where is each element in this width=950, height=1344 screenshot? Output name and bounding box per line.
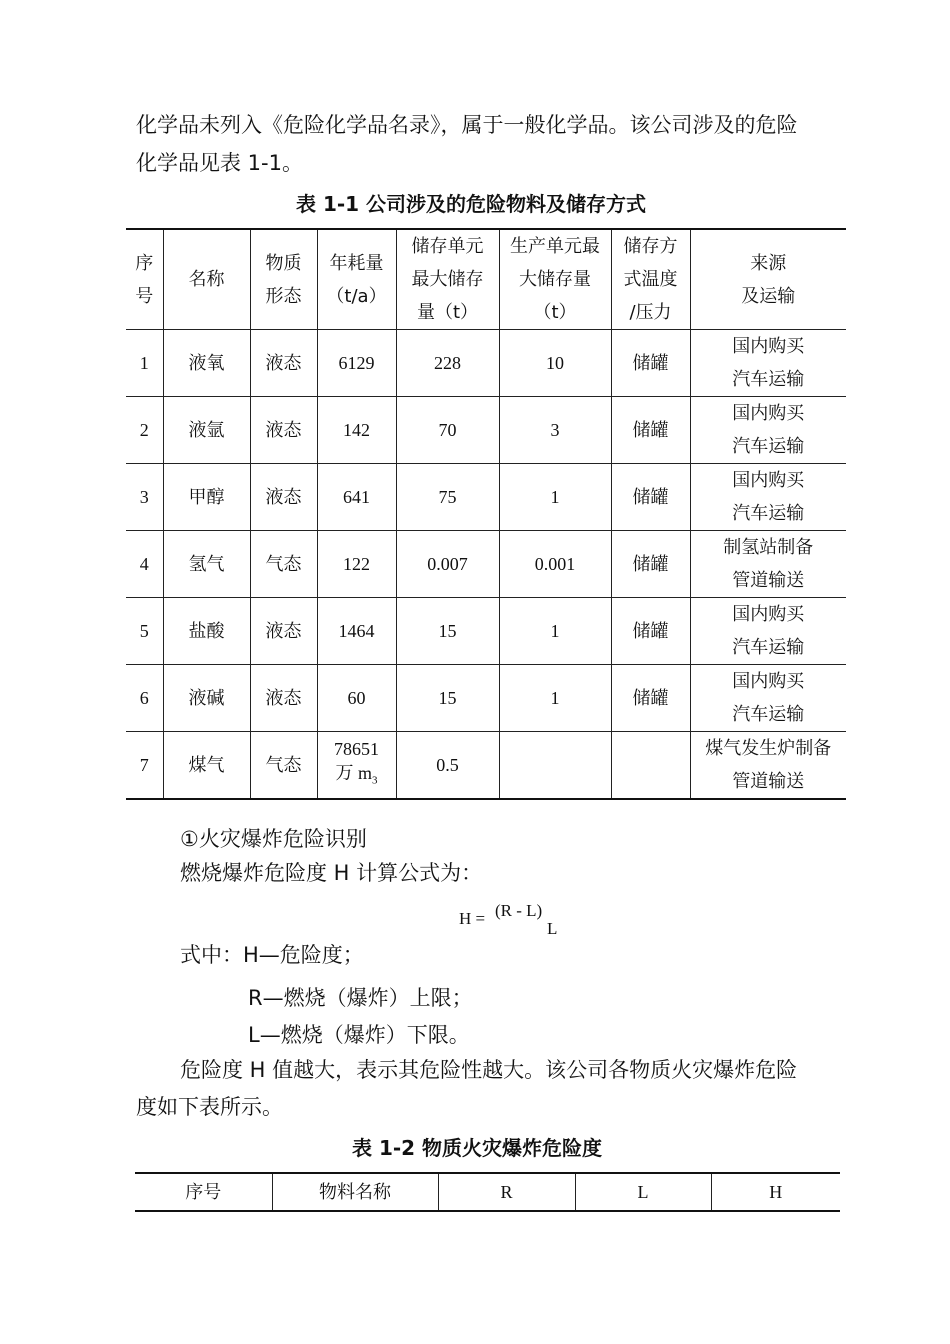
header-source-line: 来源 (750, 252, 787, 274)
cell-storage-max: 228 (396, 330, 499, 397)
cell-storage-max: 70 (396, 397, 499, 464)
cell-source (690, 598, 846, 665)
header-form-line: 形态 (265, 285, 302, 307)
table-row (126, 732, 846, 800)
table1-caption: 表 1-1 公司涉及的危险物料及储存方式 (296, 192, 647, 216)
cell-source (690, 464, 846, 531)
source-line: 国内购买 (732, 604, 805, 625)
cell-prod-max (499, 732, 611, 800)
formula-lhs: H = (459, 909, 486, 928)
cell-no: 3 (126, 464, 163, 531)
header-r: R (438, 1173, 575, 1211)
header-name (163, 229, 250, 330)
header-method-line: 储存方 (623, 236, 678, 257)
header-no-line: 序 (135, 252, 154, 274)
where-line: 式中：H—危险度； (180, 943, 364, 967)
source-line: 汽车运输 (732, 369, 805, 390)
cell-storage-max: 0.007 (396, 531, 499, 598)
intro-line-2: 化学品见表 1-1。 (136, 151, 303, 175)
cell-method: 储罐 (611, 330, 690, 397)
table-row (126, 665, 846, 732)
cell-annual: 142 (317, 397, 396, 464)
cell-no: 5 (126, 598, 163, 665)
source-line: 管道输送 (732, 771, 805, 792)
cell-no: 6 (126, 665, 163, 732)
cell-prod-max: 3 (499, 397, 611, 464)
table-row (126, 330, 846, 397)
cell-source (690, 665, 846, 732)
header-storage-max-line: 最大储存 (411, 269, 484, 290)
source-line: 制氢站制备 (723, 537, 814, 558)
header-no-line: 号 (135, 285, 154, 307)
header-form (250, 229, 317, 330)
cell-source (690, 397, 846, 464)
header-prod-max-line: 大储存量 (519, 269, 591, 290)
source-line: 国内购买 (732, 336, 805, 357)
source-line: 管道输送 (732, 570, 805, 591)
cell-annual: 60 (317, 665, 396, 732)
cell-method (611, 732, 690, 800)
section-heading: ①火灾爆炸危险识别 (180, 827, 367, 851)
hazardous-materials-table (126, 228, 846, 800)
cell-form: 液态 (250, 598, 317, 665)
source-line: 国内购买 (732, 470, 805, 491)
header-method-line: /压力 (629, 302, 672, 323)
cell-annual (317, 732, 396, 800)
table-row (126, 531, 846, 598)
para-line-2: 度如下表所示。 (136, 1095, 283, 1119)
source-line: 煤气发生炉制备 (705, 738, 832, 759)
annual-unit (318, 761, 396, 793)
cell-form: 液态 (250, 665, 317, 732)
cell-name: 煤气 (163, 732, 250, 800)
source-line: 汽车运输 (732, 637, 805, 658)
cell-annual: 1464 (317, 598, 396, 665)
source-line: 汽车运输 (732, 503, 805, 524)
cell-name: 液氩 (163, 397, 250, 464)
header-prod-max-line: （t） (533, 302, 577, 323)
source-line: 国内购买 (732, 403, 805, 424)
header-h: H (711, 1173, 840, 1211)
cell-prod-max: 0.001 (499, 531, 611, 598)
cell-prod-max: 1 (499, 598, 611, 665)
header-storage-max (396, 229, 499, 330)
cell-source (690, 330, 846, 397)
header-annual-line: 年耗量 (329, 252, 384, 274)
header-no: 序号 (135, 1173, 272, 1211)
table-row (126, 464, 846, 531)
cell-prod-max: 1 (499, 464, 611, 531)
cell-form: 液态 (250, 397, 317, 464)
cell-prod-max: 1 (499, 665, 611, 732)
cell-form: 气态 (250, 531, 317, 598)
def-r: R—燃烧（爆炸）上限； (248, 986, 473, 1010)
cell-source (690, 531, 846, 598)
table2-caption: 表 1-2 物质火灾爆炸危险度 (352, 1136, 603, 1160)
cell-prod-max: 10 (499, 330, 611, 397)
formula-denominator: L (547, 919, 558, 938)
cell-name: 氢气 (163, 531, 250, 598)
cell-method: 储罐 (611, 665, 690, 732)
header-method-line: 式温度 (623, 269, 678, 290)
header-source-line: 及运输 (741, 285, 796, 307)
cell-source (690, 732, 846, 800)
header-storage-max-line: 储存单元 (411, 236, 484, 257)
cell-no: 1 (126, 330, 163, 397)
cell-storage-max: 15 (396, 665, 499, 732)
header-l: L (575, 1173, 711, 1211)
cell-name: 液氧 (163, 330, 250, 397)
cell-name: 液碱 (163, 665, 250, 732)
annual-unit-subscript: 3 (372, 774, 378, 787)
cell-annual: 6129 (317, 330, 396, 397)
header-name-line: 名称 (188, 269, 225, 290)
cell-form: 液态 (250, 464, 317, 531)
table-row (126, 598, 846, 665)
cell-annual: 122 (317, 531, 396, 598)
def-l: L—燃烧（爆炸）下限。 (248, 1023, 470, 1047)
table-row (126, 397, 846, 464)
cell-no: 7 (126, 732, 163, 800)
cell-form: 液态 (250, 330, 317, 397)
para-line-1: 危险度 H 值越大，表示其危险性越大。该公司各物质火灾爆炸危险 (180, 1058, 798, 1082)
formula-numerator: (R - L) (495, 901, 543, 920)
source-line: 国内购买 (732, 671, 805, 692)
header-annual (317, 229, 396, 330)
cell-method: 储罐 (611, 531, 690, 598)
annual-unit-text: 万 m (335, 763, 372, 784)
header-method (611, 229, 690, 330)
cell-name: 甲醇 (163, 464, 250, 531)
source-line: 汽车运输 (732, 436, 805, 457)
header-material-name: 物料名称 (272, 1173, 438, 1211)
table2-header-row (135, 1173, 840, 1211)
formula-intro: 燃烧爆炸危险度 H 计算公式为： (180, 861, 483, 885)
header-prod-max-line: 生产单元最 (510, 236, 600, 257)
header-no (126, 229, 163, 330)
fire-explosion-hazard-table (135, 1172, 840, 1212)
header-prod-max (499, 229, 611, 330)
header-form-line: 物质 (265, 252, 302, 274)
header-storage-max-line: 量（t） (416, 302, 479, 323)
cell-name: 盐酸 (163, 598, 250, 665)
cell-method: 储罐 (611, 598, 690, 665)
cell-annual: 641 (317, 464, 396, 531)
annual-value: 78651 (334, 739, 379, 760)
header-source (690, 229, 846, 330)
cell-storage-max: 15 (396, 598, 499, 665)
cell-form: 气态 (250, 732, 317, 800)
cell-storage-max: 0.5 (396, 732, 499, 800)
cell-method: 储罐 (611, 397, 690, 464)
intro-line-1: 化学品未列入《危险化学品名录》，属于一般化学品。该公司涉及的危险 (136, 113, 798, 137)
table1-header-row (126, 229, 846, 330)
cell-method: 储罐 (611, 464, 690, 531)
header-annual-line: （t/a） (326, 285, 387, 307)
source-line: 汽车运输 (732, 704, 805, 725)
cell-no: 2 (126, 397, 163, 464)
cell-no: 4 (126, 531, 163, 598)
cell-storage-max: 75 (396, 464, 499, 531)
